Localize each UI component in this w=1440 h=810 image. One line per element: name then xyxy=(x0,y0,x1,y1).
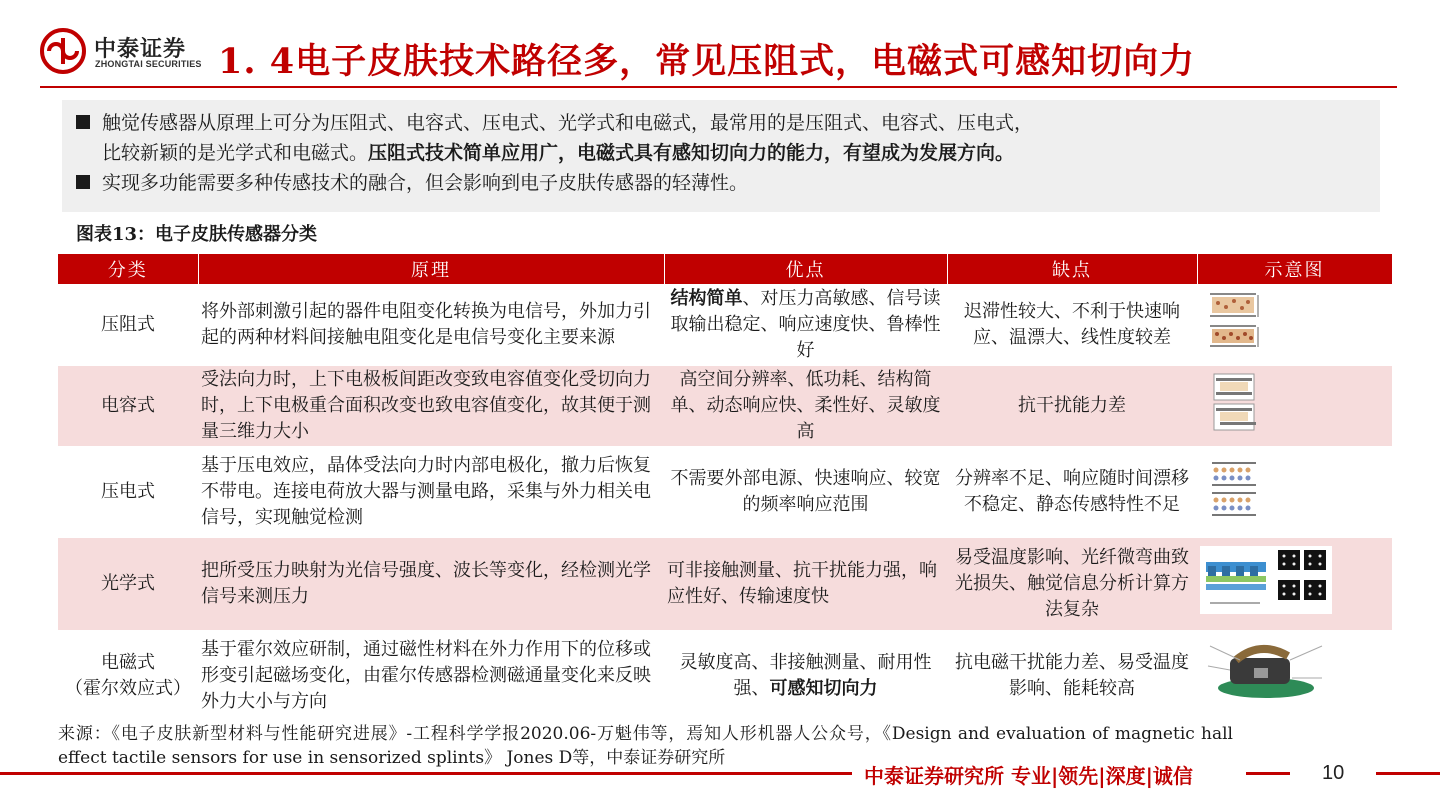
summary-box xyxy=(62,100,1380,212)
bullet-1-line-2-bold: 压阻式技术简单应用广，电磁式具有感知切向力的能力，有望成为发展方向。 xyxy=(368,142,1015,164)
row-pros: 高空间分辨率、低功耗、结构简单、动态响应快、柔性好、灵敏度高 xyxy=(664,366,947,446)
row-principle: 将外部刺激引起的器件电阻变化转换为电信号，外加力引起的两种材料间接触电阻变化是电信号变化主要来源 xyxy=(198,284,664,366)
row-type-line-1: 电磁式 xyxy=(101,652,155,673)
summary-bullet-1-continued xyxy=(76,138,1368,168)
row-principle: 把所受压力映射为光信号强度、波长等变化，经检测光学信号来测压力 xyxy=(198,538,664,630)
company-logo xyxy=(40,28,220,74)
capacitive-diagram-icon xyxy=(1200,370,1272,434)
summary-bullet-2 xyxy=(76,168,1368,198)
row-principle: 基于压电效应，晶体受法向力时内部电极化，撤力后恢复不带电。连接电荷放大器与测量电路，采集与外力相关电信号，实现触觉检测 xyxy=(198,446,664,538)
table-row xyxy=(58,630,1392,722)
table-row xyxy=(58,366,1392,446)
header-diagram: 示意图 xyxy=(1197,254,1392,284)
figure-caption: 图表13：电子皮肤传感器分类 xyxy=(76,224,318,245)
sensor-classification-table xyxy=(58,254,1393,722)
row-pros-text: 灵敏度高、非接触测量、耐用性强、 xyxy=(679,652,932,699)
page-number: 10 xyxy=(1322,762,1345,784)
row-type: 压电式 xyxy=(58,446,198,538)
row-cons: 抗干扰能力差 xyxy=(947,366,1197,446)
square-bullet-icon xyxy=(76,115,90,129)
table-row xyxy=(58,446,1392,538)
header-principle: 原理 xyxy=(198,254,664,284)
logo-cn-text: 中泰证券 xyxy=(94,37,187,62)
row-diagram xyxy=(1197,366,1392,446)
table-row xyxy=(58,538,1392,630)
summary-bullet-1 xyxy=(76,108,1368,138)
row-diagram xyxy=(1197,630,1392,722)
row-pros xyxy=(664,284,947,366)
zhongtai-logo-icon xyxy=(40,28,86,74)
row-pros: 不需要外部电源、快速响应、较宽的频率响应范围 xyxy=(664,446,947,538)
source-note: 来源：《电子皮肤新型材料与性能研究进展》-工程科学学报2020.06-万魁伟等，焉知人形机器人公众号，《Design and evaluation of magnetic hall effect tactile sensors for use in sensorized splints》 Jones D等，中泰证券研究所 xyxy=(58,724,1233,768)
bullet-1-line-2-normal: 比较新颖的是光学式和电磁式。 xyxy=(102,142,369,164)
piezoresistive-diagram-icon xyxy=(1200,289,1272,353)
row-type-line-2: （霍尔效应式） xyxy=(65,678,191,699)
row-principle: 基于霍尔效应研制，通过磁性材料在外力作用下的位移或形变引起磁场变化，由霍尔传感器检测磁通量变化来反映外力大小与方向 xyxy=(198,630,664,722)
footer-divider xyxy=(1376,772,1440,775)
title-divider xyxy=(40,86,1397,88)
row-type: 压阻式 xyxy=(58,284,198,366)
row-cons: 易受温度影响、光纤微弯曲致光损失、触觉信息分析计算方法复杂 xyxy=(947,538,1197,630)
footer-brand: 中泰证券研究所 专业|领先|深度|诚信 xyxy=(864,764,1193,788)
row-principle: 受法向力时，上下电极板间距改变致电容值变化受切向力时，上下电极重合面积改变也致电容值变化，故其便于测量三维力大小 xyxy=(198,366,664,446)
footer-divider xyxy=(0,772,852,775)
footer-divider xyxy=(1246,772,1290,775)
piezoelectric-diagram-icon xyxy=(1200,456,1272,520)
table-header-row xyxy=(58,254,1392,284)
square-bullet-icon xyxy=(76,175,90,189)
row-pros-text: 、对压力高敏感、信号读取输出稳定、响应速度快、鲁棒性好 xyxy=(670,288,941,361)
row-diagram xyxy=(1197,538,1392,630)
bullet-1-line-1: 触觉传感器从原理上可分为压阻式、电容式、压电式、光学式和电磁式，最常用的是压阻式、电容式、压电式， xyxy=(102,112,1034,134)
row-type: 电容式 xyxy=(58,366,198,446)
logo-en-text: ZHONGTAI SECURITIES xyxy=(95,59,202,69)
page-title: 1. 4电子皮肤技术路径多，常见压阻式，电磁式可感知切向力 xyxy=(218,41,1196,82)
row-pros: 可非接触测量、抗干扰能力强，响应性好、传输速度快 xyxy=(664,538,947,630)
row-cons: 分辨率不足、响应随时间漂移不稳定、静态传感特性不足 xyxy=(947,446,1197,538)
header-cons: 缺点 xyxy=(947,254,1197,284)
table-row xyxy=(58,284,1392,366)
optical-diagram-icon xyxy=(1200,546,1332,614)
row-type: 光学式 xyxy=(58,538,198,630)
row-pros-bold: 可感知切向力 xyxy=(769,678,878,699)
row-pros xyxy=(664,630,947,722)
header-type: 分类 xyxy=(58,254,198,284)
row-cons: 抗电磁干扰能力差、易受温度影响、能耗较高 xyxy=(947,630,1197,722)
hall-effect-diagram-icon xyxy=(1200,638,1332,706)
bullet-2-text: 实现多功能需要多种传感技术的融合，但会影响到电子皮肤传感器的轻薄性。 xyxy=(102,172,749,194)
row-diagram xyxy=(1197,284,1392,366)
row-cons: 迟滞性较大、不利于快速响应、温漂大、线性度较差 xyxy=(947,284,1197,366)
header-pros: 优点 xyxy=(664,254,947,284)
row-pros-bold: 结构简单 xyxy=(670,288,743,309)
row-type xyxy=(58,630,198,722)
row-diagram xyxy=(1197,446,1392,538)
